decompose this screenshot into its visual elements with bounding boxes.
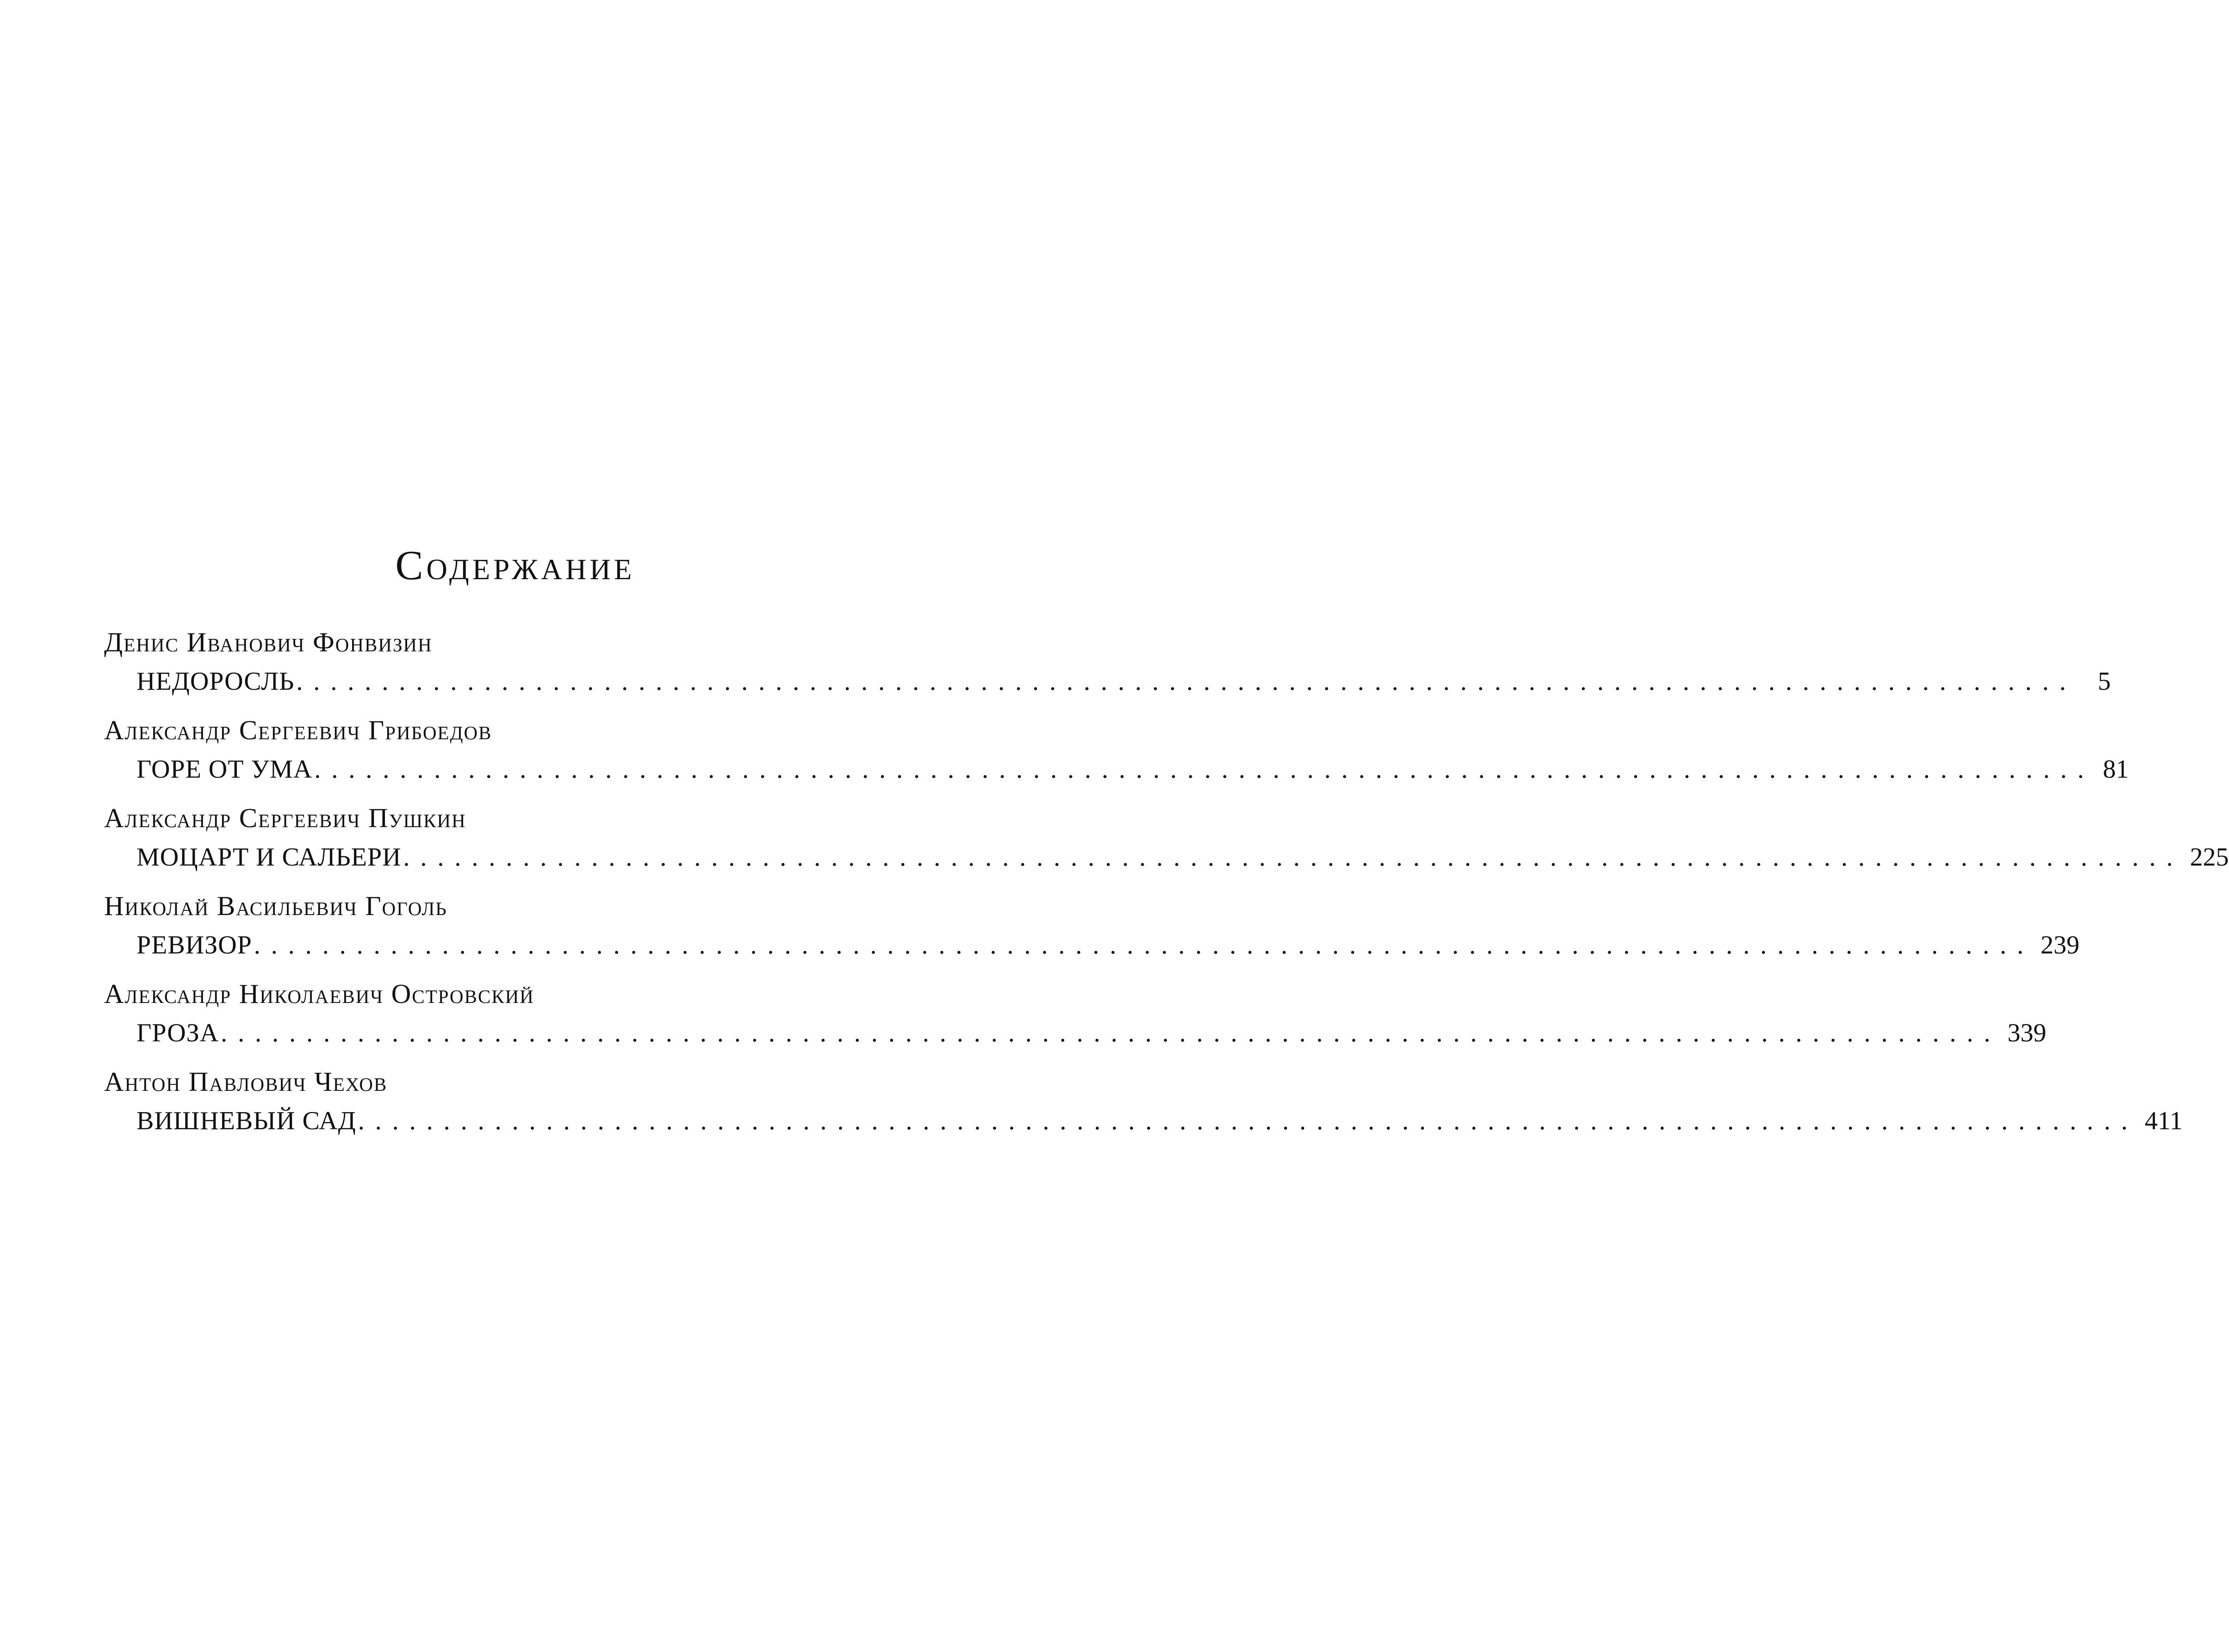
toc-work-row[interactable] xyxy=(136,751,2129,788)
toc-page-number: 5 xyxy=(2098,667,2111,696)
toc-author: Денис Иванович Фонвизин xyxy=(104,627,433,657)
table-of-contents xyxy=(104,624,2229,1151)
toc-dot-leader: ........................................................................................................ xyxy=(403,843,2184,872)
toc-dot-leader: ........................................................................................................ xyxy=(296,667,2077,696)
toc-page-number: 411 xyxy=(2144,1107,2183,1135)
toc-entry xyxy=(104,624,2111,712)
toc-work-row[interactable] xyxy=(136,927,2080,964)
toc-work-title: ВИШНЕВЫЙ САД xyxy=(136,1107,356,1135)
toc-entry xyxy=(104,712,2129,799)
toc-work-row[interactable] xyxy=(136,663,2111,700)
toc-work-row[interactable] xyxy=(136,1102,2183,1139)
toc-author: Антон Павлович Чехов xyxy=(104,1066,388,1097)
toc-page-number: 239 xyxy=(2040,931,2080,959)
toc-work-title: РЕВИЗОР xyxy=(136,931,252,959)
toc-work-title: МОЦАРТ И САЛЬЕРИ xyxy=(136,843,402,872)
toc-work-row[interactable] xyxy=(136,839,2229,876)
toc-dot-leader: ........................................................................................................ xyxy=(358,1107,2138,1135)
toc-page-number: 339 xyxy=(2007,1019,2047,1047)
toc-author: Александр Николаевич Островский xyxy=(104,978,534,1009)
toc-entry xyxy=(104,1063,2183,1151)
toc-dot-leader: ........................................................................................................ xyxy=(221,1019,2001,1047)
toc-work-row[interactable] xyxy=(136,1015,2047,1052)
toc-work-title: ГОРЕ ОТ УМА xyxy=(136,755,313,784)
toc-page-number: 81 xyxy=(2103,755,2129,784)
toc-entry xyxy=(104,799,2229,887)
toc-entry xyxy=(104,975,2047,1063)
toc-work-title: ГРОЗА xyxy=(136,1019,219,1047)
toc-page-number: 225 xyxy=(2190,843,2229,872)
toc-dot-leader: ........................................................................................................ xyxy=(254,931,2034,959)
page-title: Содержание xyxy=(395,543,635,588)
toc-author: Александр Сергеевич Грибоедов xyxy=(104,715,492,745)
toc-author: Николай Васильевич Гоголь xyxy=(104,891,447,921)
toc-work-title: НЕДОРОСЛЬ xyxy=(136,667,295,696)
toc-author: Александр Сергеевич Пушкин xyxy=(104,803,466,833)
toc-dot-leader: ........................................................................................................ xyxy=(314,755,2095,784)
toc-entry xyxy=(104,887,2080,975)
